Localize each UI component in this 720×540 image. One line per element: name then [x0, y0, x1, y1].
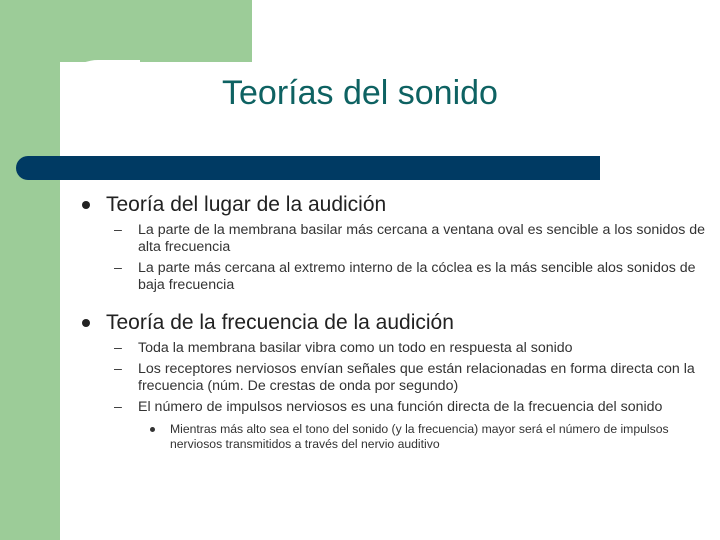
section-heading-text: Teoría de la frecuencia de la audición: [106, 311, 454, 334]
list-item: [60, 340, 710, 357]
dash-icon: –: [114, 340, 122, 356]
section-heading-frequency-theory: [60, 310, 710, 336]
slide-title: Teorías del sonido: [222, 74, 498, 112]
list-item: [60, 260, 710, 294]
bullet-icon: [150, 427, 155, 432]
list-item: [60, 222, 710, 256]
sub-list-item-text: Mientras más alto sea el tono del sonido (y la frecuencia) mayor será el número de impulsos nerviosos transmitidos a través del nervio auditivo: [170, 422, 669, 451]
section-heading-text: Teoría del lugar de la audición: [106, 193, 387, 216]
bullet-icon: [82, 201, 90, 209]
decorative-green-sidebar: [0, 0, 60, 540]
list-item-text: Los receptores nerviosos envían señales que están relacionadas en forma directa con la frecuencia (núm. De crestas de onda por segundo): [138, 361, 695, 394]
dash-icon: –: [114, 399, 122, 415]
section-heading-place-theory: [60, 192, 710, 218]
title-divider-bar: [16, 156, 600, 180]
slide-body: [60, 186, 710, 452]
list-item-text: La parte de la membrana basilar más cercana a ventana oval es sencible a los sonidos de alta frecuencia: [138, 222, 706, 255]
list-item-text: Toda la membrana basilar vibra como un todo en respuesta al sonido: [138, 340, 573, 356]
dash-icon: –: [114, 222, 122, 238]
dash-icon: –: [114, 260, 122, 276]
bullet-icon: [82, 319, 90, 327]
sub-list-item: [60, 422, 710, 452]
list-item: [60, 361, 710, 395]
list-item-text: La parte más cercana al extremo interno de la cóclea es la más sencible alos sonidos de baja frecuencia: [138, 260, 696, 293]
dash-icon: –: [114, 361, 122, 377]
list-item-text: El número de impulsos nerviosos es una función directa de la frecuencia del sonido: [138, 399, 663, 415]
list-item: [60, 399, 710, 416]
